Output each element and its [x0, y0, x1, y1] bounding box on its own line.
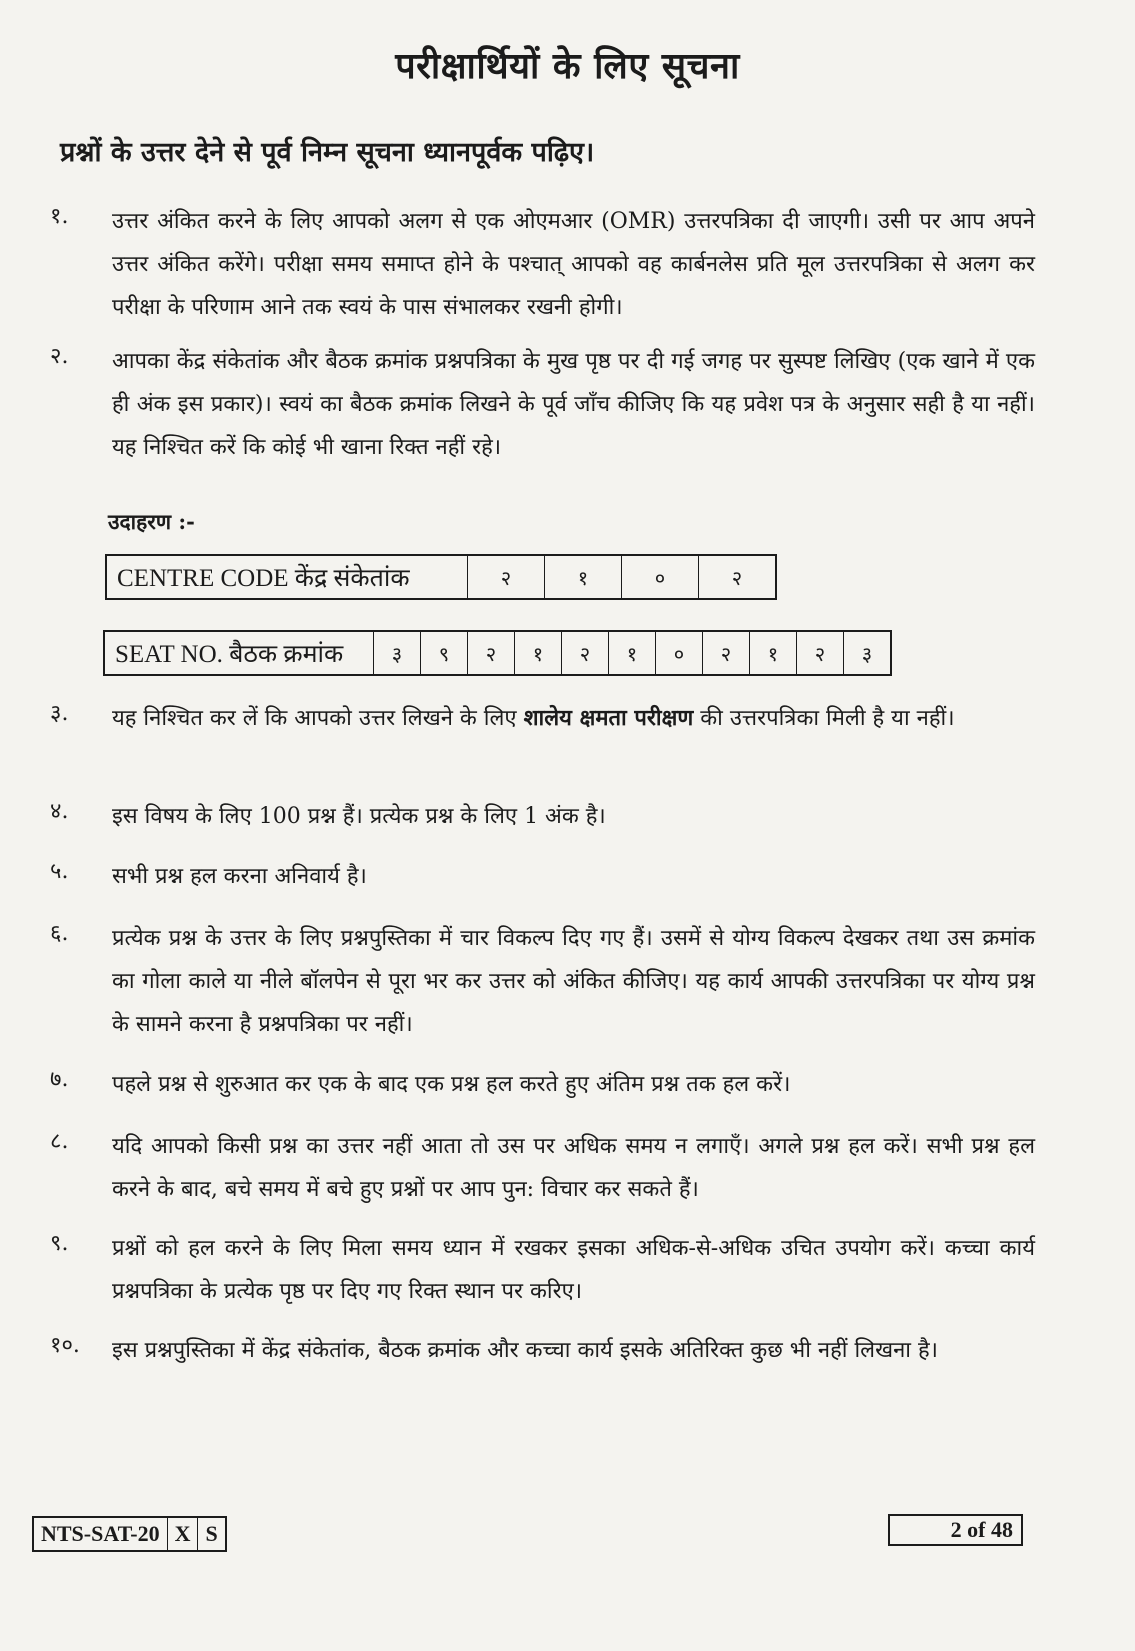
- instruction-item: [50, 1125, 1035, 1211]
- instruction-text-part: यह निश्चित कर लें कि आपको उत्तर लिखने के लिए: [112, 706, 524, 731]
- instruction-number: २.: [50, 344, 69, 369]
- seat-number-digit: ३: [374, 631, 421, 675]
- instruction-item: [50, 697, 1035, 740]
- instruction-text: उत्तर अंकित करने के लिए आपको अलग से एक ओएमआर (OMR) उत्तरपत्रिका दी जाएगी। उसी पर आप अपने उत्तर अंकित करेंगे। परीक्षा समय समाप्त होने के पश्चात् आपको वह कार्बनलेस प्रति मूल उत्तरपत्रिका से अलग कर परीक्षा के परिणाम आने तक स्वयं के पास संभालकर रखनी होगी।: [112, 209, 1035, 320]
- seat-number-digit: २: [562, 631, 609, 675]
- instruction-number: ५.: [50, 859, 69, 884]
- exam-series: S: [198, 1517, 226, 1551]
- instruction-text: यदि आपको किसी प्रश्न का उत्तर नहीं आता तो उस पर अधिक समय न लगाएँ। अगले प्रश्न हल करें। सभी प्रश्न हल करने के बाद, बचे समय में बचे हुए प्रश्नों पर आप पुन: विचार कर सकते हैं।: [112, 1134, 1035, 1202]
- seat-number-digit: ०: [656, 631, 703, 675]
- footer-exam-code: [32, 1516, 227, 1552]
- seat-number-digit: ९: [421, 631, 468, 675]
- page-subtitle: प्रश्नों के उत्तर देने से पूर्व निम्न सूचना ध्यानपूर्वक पढ़िए।: [60, 137, 595, 168]
- instruction-text: प्रत्येक प्रश्न के उत्तर के लिए प्रश्नपुस्तिका में चार विकल्प दिए गए हैं। उसमें से योग्य विकल्प देखकर तथा उस क्रमांक का गोला काले या नीले बॉलपेन से पूरा भर कर उत्तर को अंकित कीजिए। यह कार्य आपकी उत्तरपत्रिका पर योग्य प्रश्न के सामने करना है प्रश्नपत्रिका पर नहीं।: [112, 926, 1035, 1037]
- exam-code: NTS-SAT-20: [33, 1517, 167, 1551]
- seat-number-box: [103, 630, 892, 676]
- seat-number-digit: ३: [844, 631, 892, 675]
- seat-number-digit: २: [468, 631, 515, 675]
- seat-number-label: SEAT NO. बैठक क्रमांक: [104, 631, 374, 675]
- instruction-text: इस विषय के लिए 100 प्रश्न हैं। प्रत्येक प्रश्न के लिए 1 अंक है।: [112, 804, 606, 829]
- page-number: 2 of 48: [888, 1514, 1023, 1546]
- instruction-number: १.: [50, 204, 69, 229]
- instruction-item: [50, 917, 1035, 1046]
- instruction-number: ३.: [50, 701, 69, 726]
- instruction-text: सभी प्रश्न हल करना अनिवार्य है।: [112, 864, 367, 889]
- instruction-text: प्रश्नों को हल करने के लिए मिला समय ध्यान में रखकर इसका अधिक-से-अधिक उचित उपयोग करें। कच्चा कार्य प्रश्नपत्रिका के प्रत्येक पृष्ठ पर दिए गए रिक्त स्थान पर करिए।: [112, 1236, 1035, 1304]
- instruction-text-part: की उत्तरपत्रिका मिली है या नहीं।: [693, 706, 955, 731]
- instruction-number: ९.: [50, 1231, 69, 1256]
- centre-code-digit: २: [468, 555, 545, 599]
- centre-code-box: [105, 554, 777, 600]
- centre-code-digit: १: [545, 555, 622, 599]
- test-name-highlight: शालेय क्षमता परीक्षण: [523, 705, 694, 731]
- instruction-number: ६.: [50, 921, 69, 946]
- instruction-text: [112, 697, 1035, 740]
- instruction-item: [50, 200, 1035, 329]
- instruction-item: [50, 1227, 1035, 1313]
- instruction-item: [50, 795, 1035, 838]
- page-title: परीक्षार्थियों के लिए सूचना: [395, 45, 740, 87]
- seat-number-digit: १: [750, 631, 797, 675]
- seat-number-digit: २: [797, 631, 844, 675]
- instruction-text: इस प्रश्नपुस्तिका में केंद्र संकेतांक, बैठक क्रमांक और कच्चा कार्य इसके अतिरिक्त कुछ भी नहीं लिखना है।: [112, 1338, 939, 1363]
- example-label: उदाहरण :-: [108, 509, 195, 534]
- centre-code-digit: ०: [622, 555, 699, 599]
- instruction-item: [50, 340, 1035, 469]
- centre-code-digit: २: [699, 555, 777, 599]
- exam-class: X: [167, 1517, 198, 1551]
- instruction-number: ७.: [50, 1067, 69, 1092]
- instruction-item: [50, 1329, 1035, 1372]
- instruction-number: ८.: [50, 1129, 69, 1154]
- centre-code-label: CENTRE CODE केंद्र संकेतांक: [106, 555, 468, 599]
- instruction-text: पहले प्रश्न से शुरुआत कर एक के बाद एक प्रश्न हल करते हुए अंतिम प्रश्न तक हल करें।: [112, 1072, 791, 1097]
- seat-number-digit: २: [703, 631, 750, 675]
- instruction-number: ४.: [50, 799, 69, 824]
- seat-number-digit: १: [609, 631, 656, 675]
- instruction-item: [50, 855, 1035, 898]
- seat-number-digit: १: [515, 631, 562, 675]
- instruction-text: आपका केंद्र संकेतांक और बैठक क्रमांक प्रश्नपत्रिका के मुख पृष्ठ पर दी गई जगह पर सुस्पष्ट लिखिए (एक खाने में एक ही अंक इस प्रकार)। स्वयं का बैठक क्रमांक लिखने के पूर्व जाँच कीजिए कि यह प्रवेश पत्र के अनुसार सही है या नहीं। यह निश्चित करें कि कोई भी खाना रिक्त नहीं रहे।: [112, 349, 1035, 460]
- instruction-item: [50, 1063, 1035, 1106]
- instruction-number: १०.: [50, 1333, 80, 1358]
